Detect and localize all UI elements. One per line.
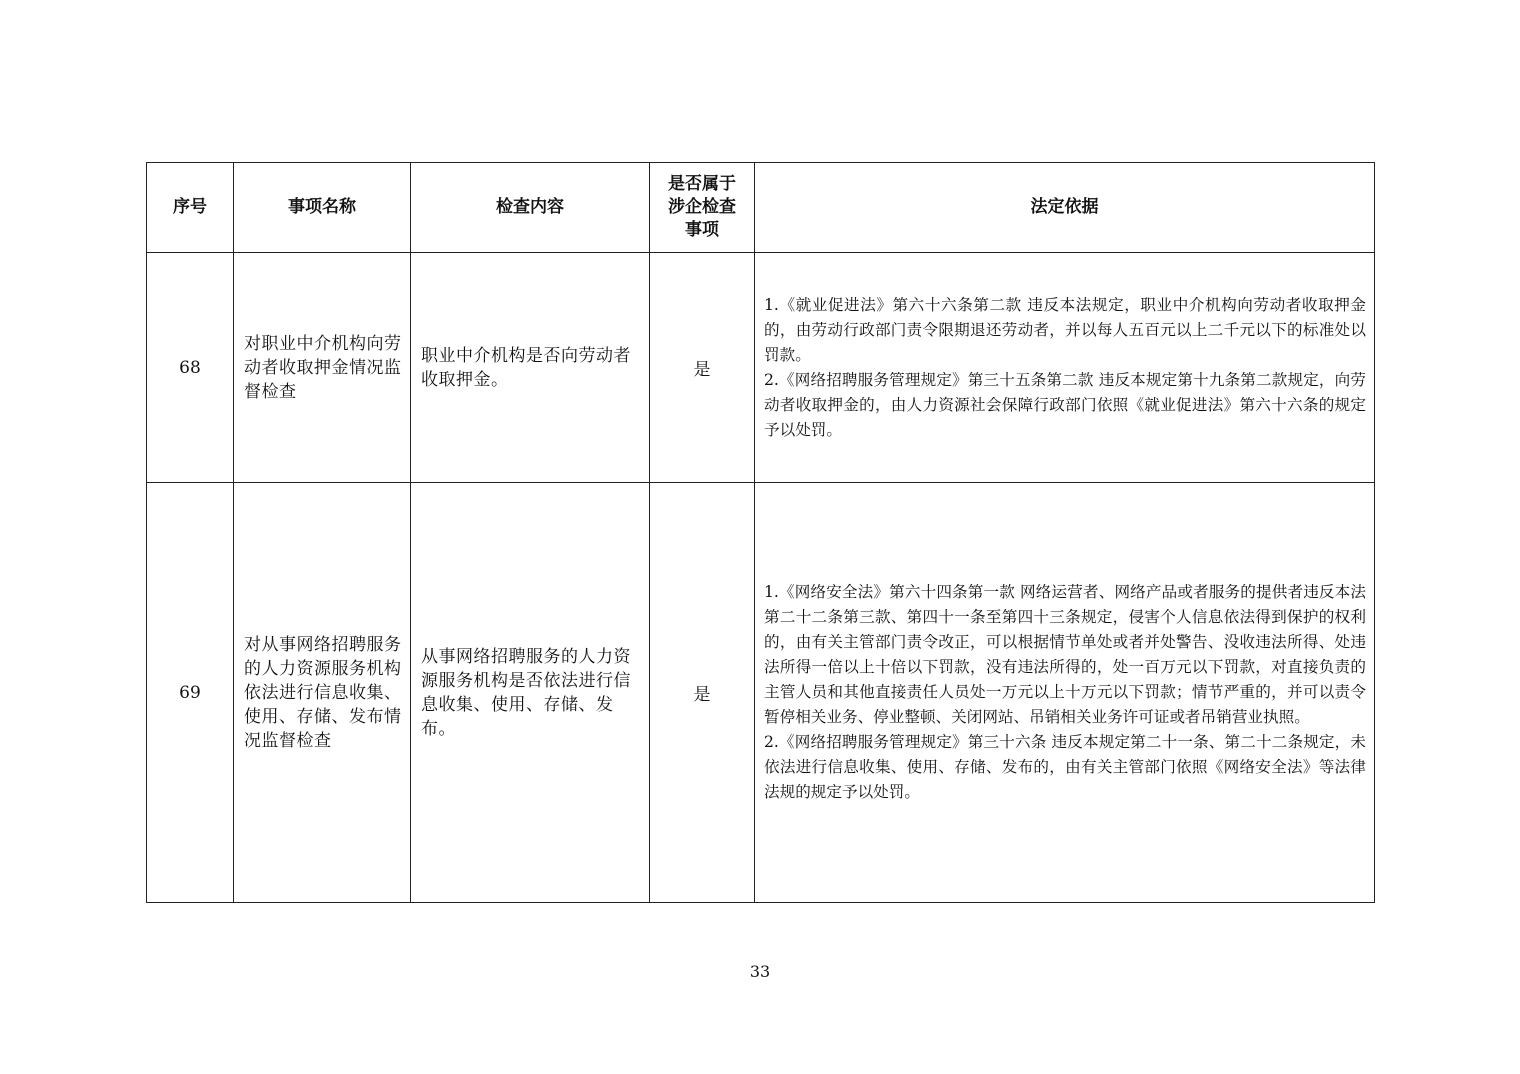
row-item-name: 对职业中介机构向劳动者收取押金情况监督检查 [234, 253, 411, 483]
table-header [147, 163, 1375, 253]
header-item-name: 事项名称 [234, 163, 411, 253]
header-no: 序号 [147, 163, 234, 253]
row-is-enterprise-inspection: 是 [650, 483, 755, 903]
row-is-enterprise-inspection: 是 [650, 253, 755, 483]
header-enterprise-line2: 涉企检查 [668, 197, 736, 218]
table-body [147, 253, 1375, 903]
page-number: 33 [749, 962, 771, 981]
legal-basis-item: 2.《网络招聘服务管理规定》第三十六条 违反本规定第二十一条、第二十二条规定，未依法进行信息收集、使用、存储、发布的，由有关主管部门依照《网络安全法》等法律法规的规定予以处罚。 [764, 733, 1366, 801]
table-row [147, 483, 1375, 903]
row-inspection-content: 从事网络招聘服务的人力资源服务机构是否依法进行信息收集、使用、存储、发布。 [411, 483, 650, 903]
row-no: 69 [147, 483, 234, 903]
legal-basis-item: 1.《就业促进法》第六十六条第二款 违反本法规定，职业中介机构向劳动者收取押金的，由劳动行政部门责令限期退还劳动者，并以每人五百元以上二千元以下的标准处以罚款。 [764, 295, 1366, 364]
inspection-items-table [146, 162, 1375, 903]
legal-basis-item: 1.《网络安全法》第六十四条第一款 网络运营者、网络产品或者服务的提供者违反本法第二十二条第三款、第四十一条至第四十三条规定，侵害个人信息依法得到保护的权利的，由有关主管部门责令改正，可以根据情节单处或者并处警告、没收违法所得、处违法所得一倍以上十倍以下罚款，没有违法所得的，处一百万元以下罚款，对直接负责的主管人员和其他直接责任人员处一万元以上十万元以下罚款；情节严重的，并可以责令暂停相关业务、停业整顿、关闭网站、吊销相关业务许可证或者吊销营业执照。 [764, 583, 1366, 726]
row-legal-basis [755, 483, 1375, 903]
row-legal-basis [755, 253, 1375, 483]
table-row [147, 253, 1375, 483]
row-inspection-content: 职业中介机构是否向劳动者收取押金。 [411, 253, 650, 483]
legal-basis-item: 2.《网络招聘服务管理规定》第三十五条第二款 违反本规定第十九条第二款规定，向劳动者收取押金的，由人力资源社会保障行政部门依照《就业促进法》第六十六条的规定予以处罚。 [764, 370, 1366, 439]
header-is-enterprise-inspection [650, 163, 755, 253]
header-enterprise-line1: 是否属于 [668, 174, 736, 195]
header-row [147, 163, 1375, 253]
header-legal-basis: 法定依据 [755, 163, 1375, 253]
header-enterprise-line3: 事项 [685, 219, 719, 240]
row-no: 68 [147, 253, 234, 483]
header-inspection-content: 检查内容 [411, 163, 650, 253]
row-item-name: 对从事网络招聘服务的人力资源服务机构依法进行信息收集、使用、存储、发布情况监督检查 [234, 483, 411, 903]
